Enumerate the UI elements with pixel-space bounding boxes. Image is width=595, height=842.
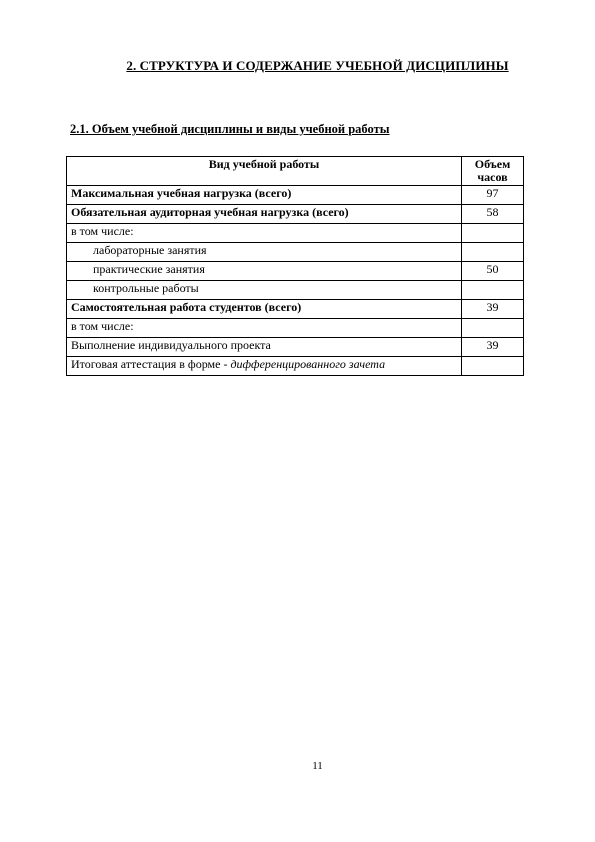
table-row xyxy=(67,224,524,243)
row-hours: 97 xyxy=(462,186,524,205)
row-label: Обязательная аудиторная учебная нагрузка (всего) xyxy=(67,205,462,224)
table-row xyxy=(67,281,524,300)
row-label: в том числе: xyxy=(67,319,462,338)
row-hours xyxy=(462,224,524,243)
page-number: 11 xyxy=(312,760,323,772)
row-label: контрольные работы xyxy=(67,281,462,300)
row-hours: 39 xyxy=(462,338,524,357)
table-row xyxy=(67,262,524,281)
page-title: 2. СТРУКТУРА И СОДЕРЖАНИЕ УЧЕБНОЙ ДИСЦИПЛИНЫ xyxy=(126,58,509,73)
table-row xyxy=(67,243,524,262)
header-hours: Объем часов xyxy=(462,157,524,186)
table-row xyxy=(67,300,524,319)
row-label xyxy=(67,357,462,376)
row-hours xyxy=(462,357,524,376)
table-row xyxy=(67,205,524,224)
row-label: в том числе: xyxy=(67,224,462,243)
row-hours xyxy=(462,281,524,300)
attestation-prefix: Итоговая аттестация в форме - xyxy=(71,357,231,371)
section-title: 2.1. Объем учебной дисциплины и виды учебной работы xyxy=(70,122,390,136)
work-volume-table xyxy=(66,156,524,376)
row-hours xyxy=(462,243,524,262)
row-label: Выполнение индивидуального проекта xyxy=(67,338,462,357)
row-hours: 58 xyxy=(462,205,524,224)
table-row xyxy=(67,186,524,205)
row-label: Максимальная учебная нагрузка (всего) xyxy=(67,186,462,205)
attestation-form: дифференцированного зачета xyxy=(230,357,386,371)
table-row xyxy=(67,319,524,338)
row-label: практические занятия xyxy=(67,262,462,281)
row-label: Самостоятельная работа студентов (всего) xyxy=(67,300,462,319)
table-row xyxy=(67,338,524,357)
table-row-final-attestation xyxy=(67,357,524,376)
row-label: лабораторные занятия xyxy=(67,243,462,262)
header-work-type: Вид учебной работы xyxy=(67,157,462,186)
row-hours: 50 xyxy=(462,262,524,281)
table-header-row xyxy=(67,157,524,186)
row-hours xyxy=(462,319,524,338)
row-hours: 39 xyxy=(462,300,524,319)
